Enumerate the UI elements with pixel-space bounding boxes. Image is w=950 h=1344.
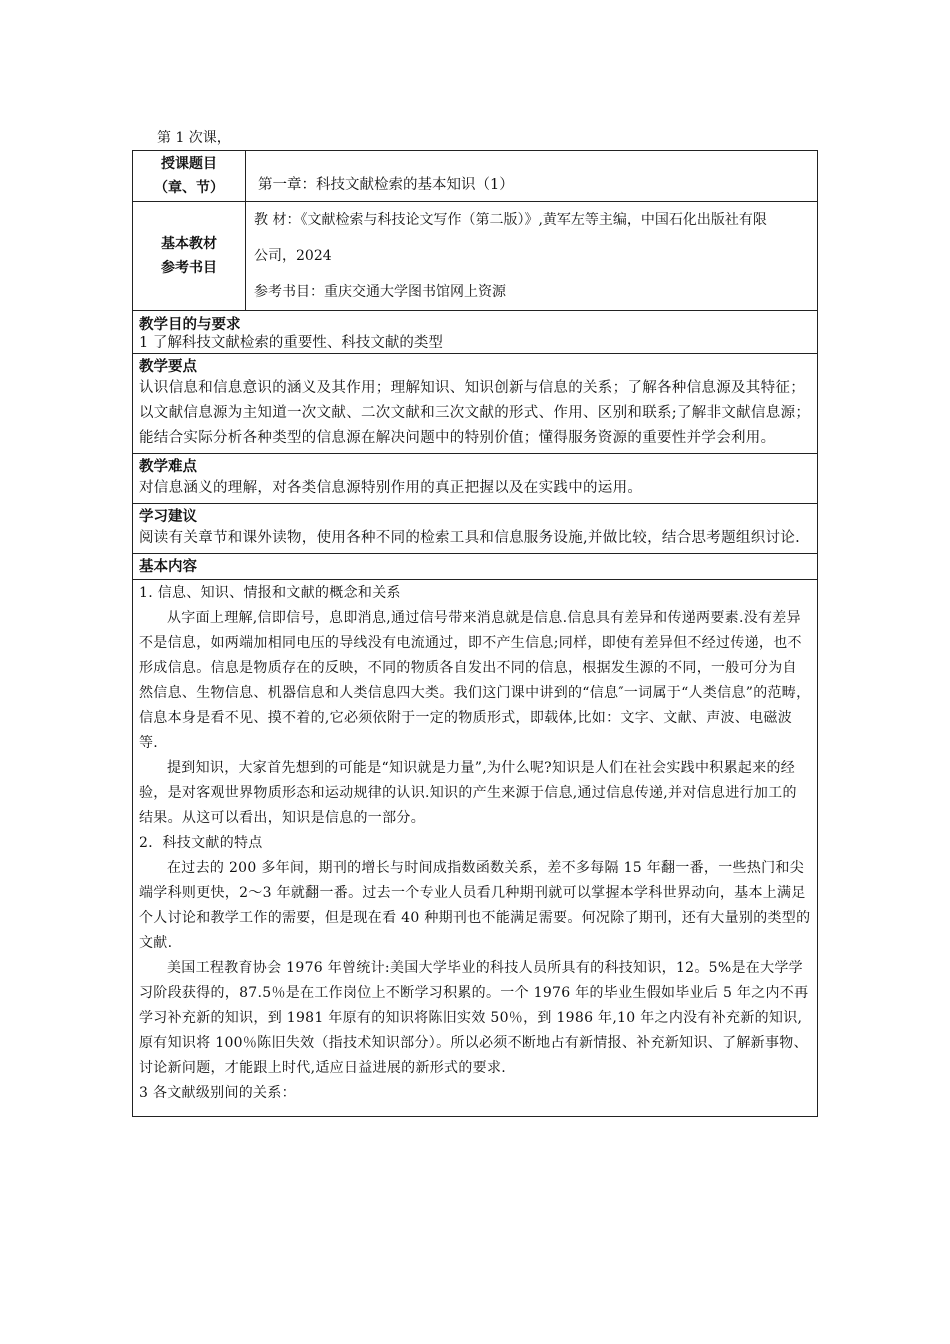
objectives-row [133, 311, 818, 354]
content-paragraph-3: 在过去的 200 多年间，期刊的增长与时间成指数函数关系，差不多每隔 15 年翻一番，一些热门和尖端学科则更快，2～3 年就翻一番。过去一个专业人员看几种期刊就可以掌握本学科世界动向，基本上满足个人讨论和教学工作的需要，但是现在看 40 种期刊也不能满足需要。何况除了期刊，还有大量别的类型的文献. [139, 860, 811, 951]
difficulties-title: 教学难点 [139, 459, 197, 475]
textbook-label [133, 202, 246, 311]
content-paragraph-2: 提到知识，大家首先想到的可能是“知识就是力量”,为什么呢?知识是人们在社会实践中积累起来的经验，是对客观世界物质形态和运动规律的认识.知识的产生来源于信息,通过信息传递,并对信息进行加工的结果。从这可以看出，知识是信息的一部分。 [139, 760, 797, 826]
textbook-line3: 参考书目：重庆交通大学图书馆网上资源 [254, 284, 506, 300]
content-body-row [133, 580, 818, 1117]
content-paragraph-1: 从字面上理解,信即信号，息即消息,通过信号带来消息就是信息.信息具有差异和传递两要素.没有差异不是信息，如两端加相同电压的导线没有电流通过，即不产生信息;同样，即使有差异但不经过传递，也不形成信息。信息是物质存在的反映，不同的物质各自发出不同的信息，根据发生源的不同，一般可分为自然信息、生物信息、机器信息和人类信息四大类。我们这门课中讲到的“信息″一词属于“人类信息”的范畴，信息本身是看不见、摸不着的,它必须依附于一定的物质形式，即载体,比如：文字、文献、声波、电磁波等. [139, 610, 811, 751]
suggestions-text: 阅读有关章节和课外读物，使用各种不同的检索工具和信息服务设施,并做比较，结合思考题组织讨论. [139, 530, 801, 546]
content-heading-3: 3 各文献级别间的关系： [139, 1085, 296, 1101]
lesson-number-header: 第 1 次课， [157, 130, 231, 146]
difficulties-text: 对信息涵义的理解，对各类信息源特别作用的真正把握以及在实践中的运用。 [139, 480, 643, 496]
textbook-value [246, 202, 818, 311]
textbook-line1: 教 材：《文献检索与科技论文写作（第二版）》,黄军左等主编，中国石化出版社有限 [254, 212, 767, 228]
suggestions-row [133, 504, 818, 554]
topic-label [133, 151, 246, 202]
key-points-row [133, 354, 818, 454]
textbook-line2: 公司，2024 [254, 248, 332, 264]
topic-label-line2: （章、节） [154, 180, 224, 196]
content-heading-2: 2．科技文献的特点 [139, 835, 263, 851]
content-title: 基本内容 [139, 559, 197, 575]
content-heading-1: 1. 信息、知识、情报和文献的概念和关系 [139, 585, 401, 601]
content-paragraph-4: 美国工程教育协会 1976 年曾统计:美国大学毕业的科技人员所具有的科技知识，12。5%是在大学学习阶段获得的，87.5％是在工作岗位上不断学习积累的。一个 1976 年的毕业生假如毕业后 5 年之内不再学习补充新的知识，到 1981 年原有的知识将陈旧实效 50％，到 1986 年,10 年之内没有补充新的知识,原有知识将 100％陈旧失效（指技术知识部分）。所以必须不断地占有新情报、补充新知识、了解新事物、讨论新问题，才能跟上时代,适应日益进展的新形式的要求. [139, 960, 809, 1076]
objectives-title: 教学目的与要求 [139, 317, 241, 333]
textbook-label-line1: 基本教材 [161, 236, 217, 252]
topic-row [133, 151, 818, 202]
key-points-title: 教学要点 [139, 359, 197, 375]
content-title-row [133, 554, 818, 580]
key-points-text: 认识信息和信息意识的涵义及其作用；理解知识、知识创新与信息的关系；了解各种信息源及其特征；以文献信息源为主知道一次文献、二次文献和三次文献的形式、作用、区别和联系;了解非文献信息源；能结合实际分析各种类型的信息源在解决问题中的特别价值；懂得服务资源的重要性并学会利用。 [139, 380, 811, 446]
suggestions-title: 学习建议 [139, 509, 197, 525]
difficulties-row [133, 454, 818, 504]
topic-label-line1: 授课题目 [161, 156, 217, 172]
lesson-plan-table [132, 150, 818, 1117]
textbook-row [133, 202, 818, 311]
objectives-text: 1 了解科技文献检索的重要性、科技文献的类型 [139, 335, 443, 351]
topic-value: 第一章：科技文献检索的基本知识（1） [246, 151, 818, 202]
textbook-label-line2: 参考书目 [161, 260, 217, 276]
